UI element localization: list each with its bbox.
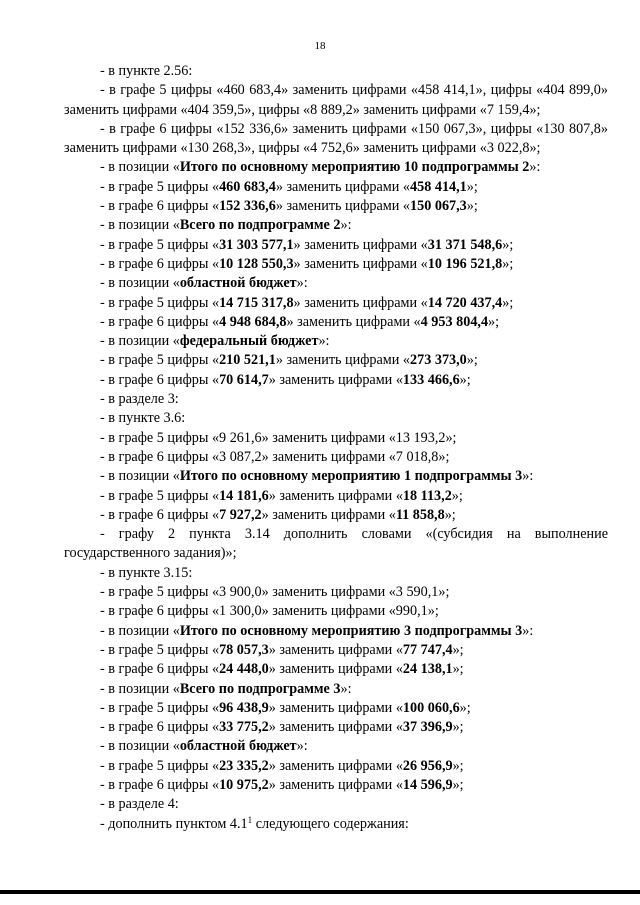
text: - в графе 5 цифры « xyxy=(100,641,220,658)
bold-text: федеральный бюджет xyxy=(179,333,319,350)
paragraph-21 xyxy=(64,487,608,506)
bold-text: 460 683,4 xyxy=(219,178,276,195)
paragraph-23: - графу 2 пункта 3.14 дополнить словами «(субсидия на выполнение государственного задания)»; xyxy=(64,526,608,562)
text: »: xyxy=(522,468,534,485)
text: - в графе 6 цифры « xyxy=(100,255,220,272)
page-number: 18 xyxy=(314,40,326,52)
bold-text: 31 303 577,1 xyxy=(219,236,294,253)
text: - в графе 6 цифры « xyxy=(100,506,220,523)
paragraph-19: - в графе 6 цифры «3 087,2» заменить цифрами «7 018,8»; xyxy=(100,448,450,465)
text: »; xyxy=(466,198,478,215)
text: »: xyxy=(318,333,330,350)
bold-text: 96 438,9 xyxy=(219,699,269,716)
paragraph-12 xyxy=(64,313,608,332)
text: » заменить цифрами « xyxy=(293,255,428,272)
bold-text: 14 181,6 xyxy=(219,487,269,504)
text: » заменить цифрами « xyxy=(275,178,411,195)
bold-text: 37 396,9 xyxy=(402,719,453,736)
paragraph-26: - в графе 6 цифры «1 300,0» заменить цифрами «990,1»; xyxy=(100,603,439,620)
paragraph-35 xyxy=(64,776,608,795)
text: - в графе 5 цифры « xyxy=(100,352,220,369)
paragraph-10 xyxy=(64,274,608,293)
text: »; xyxy=(451,487,463,504)
text: » заменить цифрами « xyxy=(268,371,403,388)
bold-text: 152 336,6 xyxy=(219,198,276,215)
text: - в позиции « xyxy=(100,680,180,697)
bold-text: 11 858,8 xyxy=(395,506,445,523)
paragraph-11 xyxy=(64,294,608,313)
bold-text: 26 956,9 xyxy=(402,757,453,774)
paragraph-7 xyxy=(64,216,608,235)
paragraph-31 xyxy=(64,699,608,718)
text: » заменить цифрами « xyxy=(268,757,403,774)
text: » заменить цифрами « xyxy=(286,313,421,330)
text: »; xyxy=(452,661,464,678)
text: »; xyxy=(502,294,514,311)
bold-text: 458 414,1 xyxy=(410,178,467,195)
text: - в позиции « xyxy=(100,217,180,234)
text: »; xyxy=(452,719,464,736)
text: - в графе 5 цифры « xyxy=(100,236,220,253)
bold-text: 14 596,9 xyxy=(402,776,453,793)
bold-text: 77 747,4 xyxy=(402,641,453,658)
paragraph-24: - в пункте 3.15: xyxy=(100,564,193,581)
bold-text: 24 138,1 xyxy=(402,661,453,678)
paragraph-22 xyxy=(64,506,608,525)
paragraph-29 xyxy=(64,660,608,679)
text: »; xyxy=(459,699,471,716)
bold-text: 210 521,1 xyxy=(219,352,276,369)
paragraph-14 xyxy=(64,351,608,370)
text: »; xyxy=(452,641,464,658)
text: - в графе 5 цифры « xyxy=(100,294,220,311)
text: » заменить цифрами « xyxy=(293,294,428,311)
paragraph-17: - в пункте 3.6: xyxy=(100,410,186,427)
text: - в позиции « xyxy=(100,333,180,350)
paragraph-25: - в графе 5 цифры «3 900,0» заменить цифрами «3 590,1»; xyxy=(100,584,450,601)
bold-text: 150 067,3 xyxy=(410,198,467,215)
text: » заменить цифрами « xyxy=(293,236,428,253)
paragraph-13 xyxy=(64,332,608,351)
text: - в графе 6 цифры « xyxy=(100,198,220,215)
paragraph-8 xyxy=(64,236,608,255)
text: - в графе 6 цифры « xyxy=(100,776,220,793)
text: »; xyxy=(452,776,464,793)
bold-text: 7 927,2 xyxy=(219,506,262,523)
paragraph-20 xyxy=(64,467,608,486)
bold-text: 70 614,7 xyxy=(219,371,269,388)
text: - в графе 6 цифры « xyxy=(100,371,220,388)
text: - в позиции « xyxy=(100,468,180,485)
bold-text: 10 975,2 xyxy=(219,776,269,793)
bold-text: 14 720 437,4 xyxy=(427,294,503,311)
text: »; xyxy=(444,506,456,523)
bold-text: 4 953 804,4 xyxy=(420,313,489,330)
paragraph-18: - в графе 5 цифры «9 261,6» заменить цифрами «13 193,2»; xyxy=(100,429,457,446)
paragraph-16: - в разделе 3: xyxy=(100,391,179,408)
paragraph-34 xyxy=(64,757,608,776)
text: »; xyxy=(459,371,471,388)
text: »; xyxy=(502,236,514,253)
text: - в позиции « xyxy=(100,275,180,292)
text: »; xyxy=(452,757,464,774)
bold-text: 133 466,6 xyxy=(402,371,460,388)
bold-text: областной бюджет xyxy=(179,275,297,292)
bold-text: Итого по основному мероприятию 10 подпрограммы 2 xyxy=(179,159,530,176)
text: » заменить цифрами « xyxy=(268,487,403,504)
text: » заменить цифрами « xyxy=(275,198,411,215)
text: »: xyxy=(529,159,541,176)
text: » заменить цифрами « xyxy=(268,641,403,658)
bold-text: 4 948 684,8 xyxy=(219,313,287,330)
bold-text: 23 335,2 xyxy=(219,757,269,774)
bold-text: 10 128 550,3 xyxy=(219,255,294,272)
text: » заменить цифрами « xyxy=(268,776,403,793)
text: » заменить цифрами « xyxy=(268,699,403,716)
text: »: xyxy=(296,275,308,292)
text: » заменить цифрами « xyxy=(275,352,411,369)
text: - в графе 6 цифры « xyxy=(100,661,220,678)
document-body xyxy=(64,62,608,834)
bold-text: Итого по основному мероприятию 3 подпрограммы 3 xyxy=(179,622,523,639)
text: - в графе 6 цифры « xyxy=(100,313,220,330)
paragraph-28 xyxy=(64,641,608,660)
paragraph-32 xyxy=(64,718,608,737)
text: »: xyxy=(522,622,534,639)
text: »; xyxy=(502,255,514,272)
text: - в графе 5 цифры « xyxy=(100,757,220,774)
bold-text: областной бюджет xyxy=(179,738,297,755)
text: »: xyxy=(340,680,352,697)
bold-text: Всего по подпрограмме 2 xyxy=(179,217,341,234)
superscript: 1 xyxy=(247,814,253,825)
paragraph-37 xyxy=(64,815,608,834)
paragraph-1: - в пункте 2.56: xyxy=(100,63,193,79)
bold-text: 18 113,2 xyxy=(402,487,452,504)
paragraph-5 xyxy=(64,178,608,197)
bold-text: 14 715 317,8 xyxy=(219,294,294,311)
bold-text: 31 371 548,6 xyxy=(427,236,503,253)
bold-text: 10 196 521,8 xyxy=(427,255,503,272)
bold-text: 273 373,0 xyxy=(410,352,467,369)
text: - дополнить пунктом 4.1 xyxy=(100,815,248,832)
bold-text: 33 775,2 xyxy=(219,719,269,736)
text: - в графе 5 цифры « xyxy=(100,178,220,195)
text: » заменить цифрами « xyxy=(268,719,403,736)
page-bottom-border xyxy=(0,890,640,894)
text: »: xyxy=(340,217,352,234)
text: » заменить цифрами « xyxy=(268,661,403,678)
paragraph-3: - в графе 6 цифры «152 336,6» заменить цифрами «150 067,3», цифры «130 807,8» заменить цифрами «130 268,3», цифры «4 752,6» заменить цифрами «3 022,8»; xyxy=(64,120,608,157)
bold-text: 78 057,3 xyxy=(219,641,269,658)
bold-text: 24 448,0 xyxy=(219,661,269,678)
bold-text: Итого по основному мероприятию 1 подпрограммы 3 xyxy=(179,468,523,485)
paragraph-30 xyxy=(64,680,608,699)
text: » заменить цифрами « xyxy=(261,506,396,523)
text: - в графе 5 цифры « xyxy=(100,487,220,504)
paragraph-36: - в разделе 4: xyxy=(100,796,179,813)
paragraph-33 xyxy=(64,737,608,756)
text: следующего содержания: xyxy=(252,815,409,832)
text: »: xyxy=(296,738,308,755)
bold-text: Всего по подпрограмме 3 xyxy=(179,680,341,697)
text: »; xyxy=(466,352,478,369)
text: »; xyxy=(466,178,478,195)
bold-text: 100 060,6 xyxy=(402,699,460,716)
paragraph-15 xyxy=(64,371,608,390)
paragraph-4 xyxy=(64,158,608,177)
paragraph-27 xyxy=(64,622,608,641)
paragraph-2: - в графе 5 цифры «460 683,4» заменить цифрами «458 414,1», цифры «404 899,0» заменить цифрами «404 359,5», цифры «8 889,2» заменить цифрами «7 159,4»; xyxy=(64,82,608,118)
text: - в графе 5 цифры « xyxy=(100,699,220,716)
text: »; xyxy=(488,313,500,330)
text: - в графе 6 цифры « xyxy=(100,719,220,736)
paragraph-9 xyxy=(64,255,608,274)
text: - в позиции « xyxy=(100,159,180,176)
paragraph-6 xyxy=(64,197,608,216)
text: - в позиции « xyxy=(100,738,180,755)
text: - в позиции « xyxy=(100,622,180,639)
